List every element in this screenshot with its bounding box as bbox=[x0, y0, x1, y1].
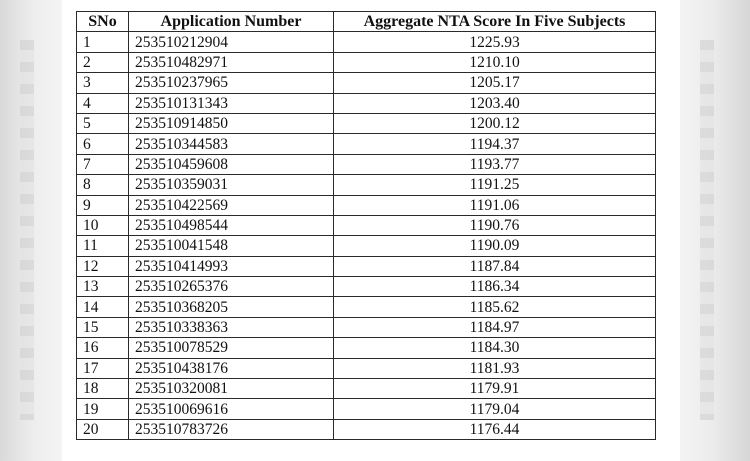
header-application-number: Application Number bbox=[129, 12, 334, 32]
application-number-cell: 253510414993 bbox=[129, 256, 334, 276]
sno-cell: 13 bbox=[77, 277, 129, 297]
score-cell: 1190.76 bbox=[334, 215, 656, 235]
table-body bbox=[77, 32, 656, 440]
application-number-cell: 253510368205 bbox=[129, 297, 334, 317]
table-row bbox=[77, 338, 656, 358]
score-cell: 1184.97 bbox=[334, 317, 656, 337]
application-number-cell: 253510078529 bbox=[129, 338, 334, 358]
application-number-cell: 253510359031 bbox=[129, 175, 334, 195]
sno-cell: 19 bbox=[77, 399, 129, 419]
score-cell: 1191.06 bbox=[334, 195, 656, 215]
table-row bbox=[77, 73, 656, 93]
sno-cell: 5 bbox=[77, 113, 129, 133]
sno-cell: 12 bbox=[77, 256, 129, 276]
table-row bbox=[77, 215, 656, 235]
application-number-cell: 253510237965 bbox=[129, 73, 334, 93]
score-cell: 1179.04 bbox=[334, 399, 656, 419]
sno-cell: 7 bbox=[77, 154, 129, 174]
table-row bbox=[77, 154, 656, 174]
sno-cell: 14 bbox=[77, 297, 129, 317]
table-row bbox=[77, 317, 656, 337]
application-number-cell: 253510320081 bbox=[129, 379, 334, 399]
header-score: Aggregate NTA Score In Five Subjects bbox=[334, 12, 656, 32]
table-row bbox=[77, 399, 656, 419]
score-cell: 1210.10 bbox=[334, 52, 656, 72]
score-cell: 1205.17 bbox=[334, 73, 656, 93]
sno-cell: 1 bbox=[77, 32, 129, 52]
application-number-cell: 253510498544 bbox=[129, 215, 334, 235]
application-number-cell: 253510482971 bbox=[129, 52, 334, 72]
table-row bbox=[77, 256, 656, 276]
application-number-cell: 253510069616 bbox=[129, 399, 334, 419]
table-row bbox=[77, 419, 656, 439]
score-cell: 1190.09 bbox=[334, 236, 656, 256]
sno-cell: 9 bbox=[77, 195, 129, 215]
application-number-cell: 253510783726 bbox=[129, 419, 334, 439]
scores-table bbox=[76, 11, 656, 440]
score-cell: 1203.40 bbox=[334, 93, 656, 113]
table-row bbox=[77, 358, 656, 378]
application-number-cell: 253510422569 bbox=[129, 195, 334, 215]
document-page bbox=[62, 0, 680, 461]
score-cell: 1193.77 bbox=[334, 154, 656, 174]
sno-cell: 3 bbox=[77, 73, 129, 93]
header-row bbox=[77, 12, 656, 32]
blurred-background-left bbox=[0, 0, 62, 461]
sno-cell: 16 bbox=[77, 338, 129, 358]
table-row bbox=[77, 52, 656, 72]
score-cell: 1187.84 bbox=[334, 256, 656, 276]
sno-cell: 11 bbox=[77, 236, 129, 256]
table-header bbox=[77, 12, 656, 32]
table-row bbox=[77, 175, 656, 195]
sno-cell: 8 bbox=[77, 175, 129, 195]
score-cell: 1185.62 bbox=[334, 297, 656, 317]
application-number-cell: 253510212904 bbox=[129, 32, 334, 52]
score-cell: 1186.34 bbox=[334, 277, 656, 297]
table-row bbox=[77, 236, 656, 256]
score-cell: 1194.37 bbox=[334, 134, 656, 154]
table-row bbox=[77, 93, 656, 113]
application-number-cell: 253510459608 bbox=[129, 154, 334, 174]
score-cell: 1179.91 bbox=[334, 379, 656, 399]
sno-cell: 18 bbox=[77, 379, 129, 399]
table-row bbox=[77, 297, 656, 317]
application-number-cell: 253510338363 bbox=[129, 317, 334, 337]
score-cell: 1176.44 bbox=[334, 419, 656, 439]
sno-cell: 6 bbox=[77, 134, 129, 154]
score-cell: 1184.30 bbox=[334, 338, 656, 358]
table-row bbox=[77, 277, 656, 297]
application-number-cell: 253510344583 bbox=[129, 134, 334, 154]
application-number-cell: 253510438176 bbox=[129, 358, 334, 378]
table-row bbox=[77, 32, 656, 52]
sno-cell: 17 bbox=[77, 358, 129, 378]
blurred-background-right bbox=[680, 0, 750, 461]
table-row bbox=[77, 134, 656, 154]
application-number-cell: 253510265376 bbox=[129, 277, 334, 297]
table-row bbox=[77, 113, 656, 133]
sno-cell: 10 bbox=[77, 215, 129, 235]
score-cell: 1181.93 bbox=[334, 358, 656, 378]
sno-cell: 2 bbox=[77, 52, 129, 72]
score-cell: 1191.25 bbox=[334, 175, 656, 195]
sno-cell: 15 bbox=[77, 317, 129, 337]
table-row bbox=[77, 195, 656, 215]
application-number-cell: 253510914850 bbox=[129, 113, 334, 133]
sno-cell: 4 bbox=[77, 93, 129, 113]
application-number-cell: 253510041548 bbox=[129, 236, 334, 256]
application-number-cell: 253510131343 bbox=[129, 93, 334, 113]
sno-cell: 20 bbox=[77, 419, 129, 439]
table-row bbox=[77, 379, 656, 399]
score-cell: 1225.93 bbox=[334, 32, 656, 52]
score-cell: 1200.12 bbox=[334, 113, 656, 133]
header-sno: SNo bbox=[77, 12, 129, 32]
